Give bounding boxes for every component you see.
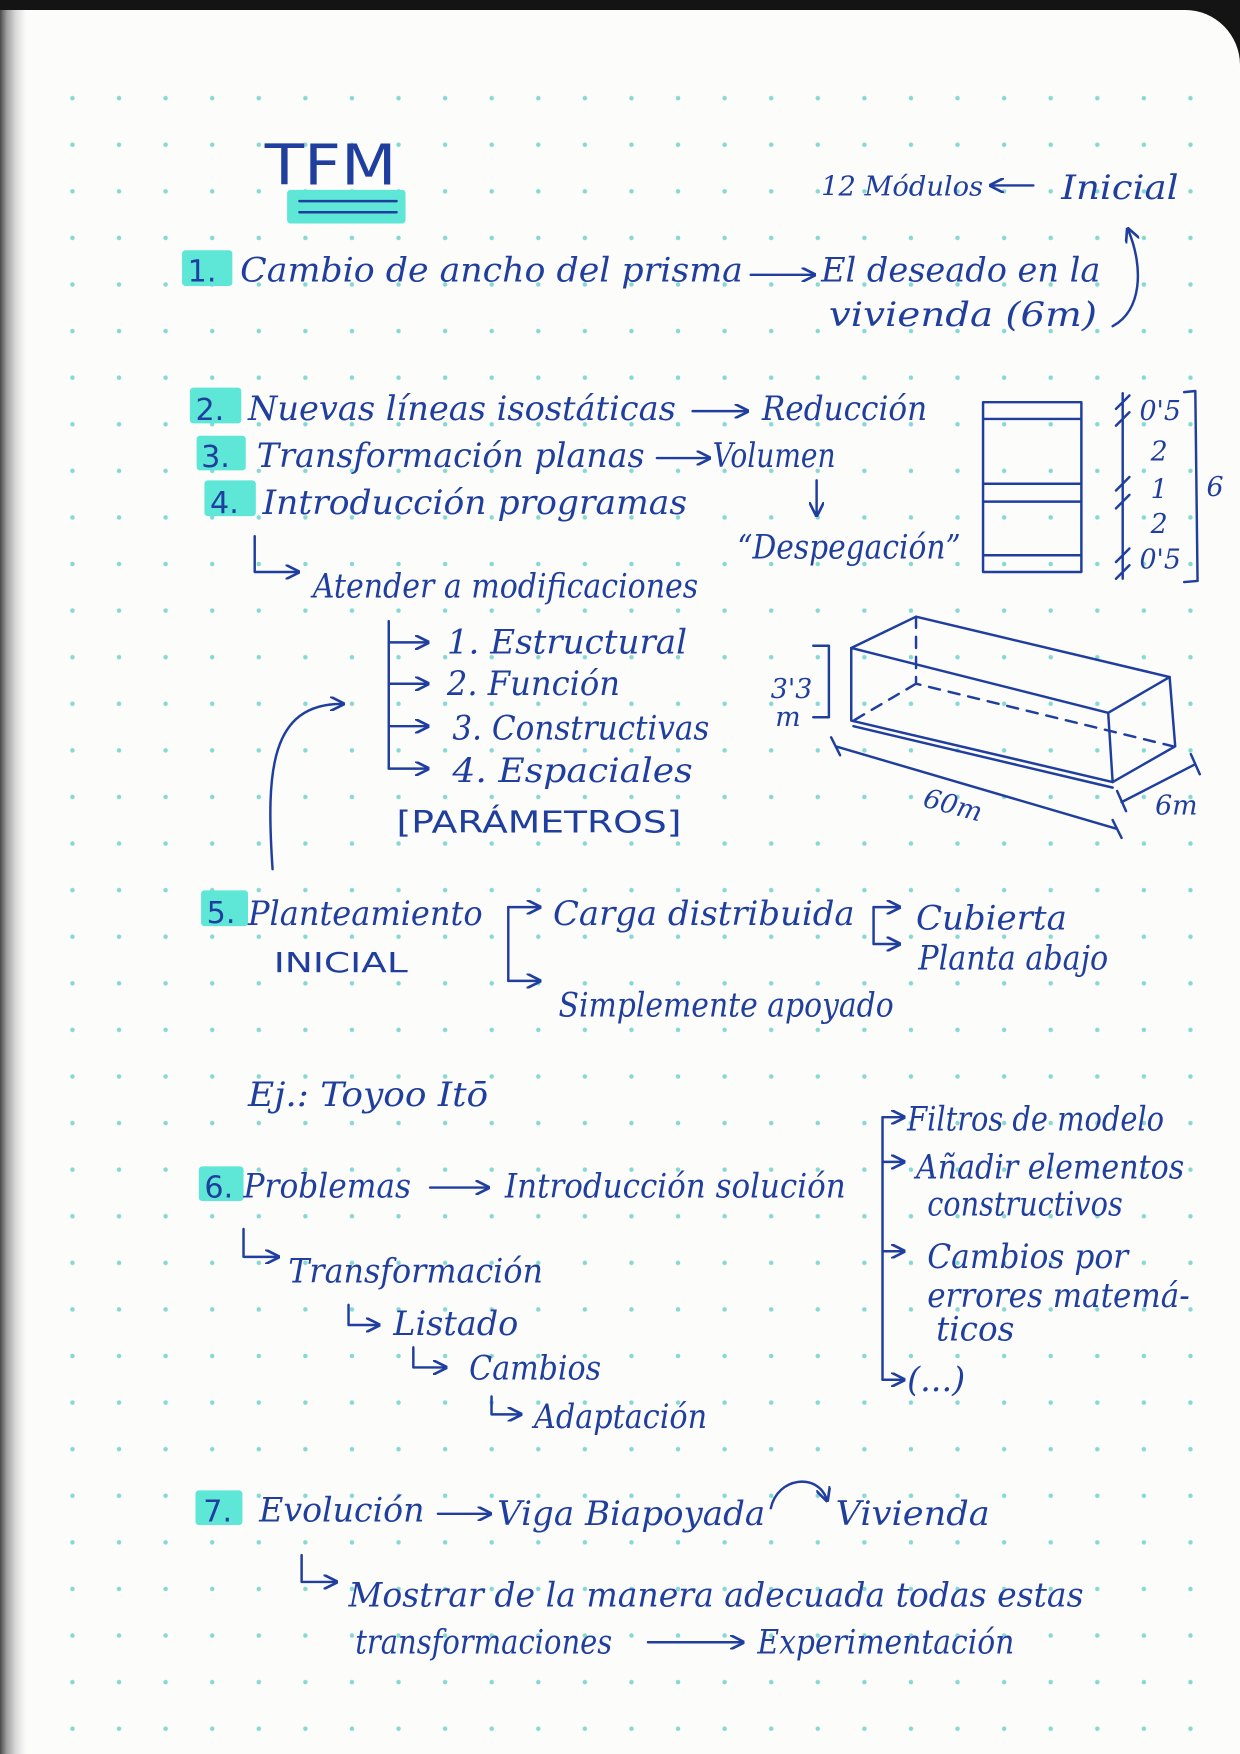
solution-item: Añadir elementos bbox=[913, 1147, 1185, 1187]
plan-dimension: 0'5 bbox=[1139, 396, 1181, 428]
solution-item: (...) bbox=[907, 1359, 966, 1399]
step-3 bbox=[197, 436, 836, 475]
solution-item-continued: errores matemá- bbox=[927, 1276, 1190, 1316]
solution-item-continued: ticos bbox=[936, 1309, 1015, 1349]
modification-item: 2. Función bbox=[445, 663, 620, 703]
box-height: 3'3 bbox=[770, 674, 813, 706]
step-text: Transformación planas bbox=[256, 435, 645, 475]
step-note: “Despegación” bbox=[737, 527, 961, 567]
solution-item-continued: constructivos bbox=[927, 1184, 1123, 1224]
plan-dimension: 0'5 bbox=[1139, 544, 1181, 576]
step-text: Planteamiento bbox=[247, 894, 483, 934]
page-title: TFM bbox=[263, 133, 397, 199]
step-result: Introducción solución bbox=[504, 1166, 846, 1206]
parameters-label: [PARÁMETROS] bbox=[396, 805, 625, 841]
box-length: 60m bbox=[920, 782, 986, 829]
sub-heading: Atender a modificaciones bbox=[310, 566, 699, 606]
step-number: 3. bbox=[201, 439, 230, 475]
plan-dimension: 2 bbox=[1150, 508, 1168, 540]
step-text: Nuevas líneas isostáticas bbox=[246, 389, 676, 429]
solution-item: Filtros de modelo bbox=[906, 1099, 1165, 1139]
step-number: 5. bbox=[206, 895, 236, 931]
outcome-text: Experimentación bbox=[756, 1622, 1015, 1662]
step-text-continued: INICIAL bbox=[273, 945, 409, 979]
branch-item: Simplemente apoyado bbox=[558, 985, 894, 1025]
plan-total: 6 bbox=[1206, 472, 1224, 504]
modification-item: 3. Constructivas bbox=[452, 708, 710, 748]
plan-dimension: 1 bbox=[1150, 474, 1168, 506]
modification-item: 1. Estructural bbox=[446, 622, 688, 662]
chain-item: Adaptación bbox=[531, 1396, 708, 1436]
step-text: Evolución bbox=[258, 1490, 425, 1530]
step-2 bbox=[190, 388, 927, 428]
box-height-unit: m bbox=[775, 702, 801, 734]
initial-label: Inicial bbox=[1060, 167, 1179, 207]
step-result: Reducción bbox=[760, 389, 928, 429]
chain-item: Transformación bbox=[288, 1251, 543, 1291]
step-text: Problemas bbox=[242, 1166, 412, 1206]
chain-item: Cambios bbox=[469, 1348, 602, 1388]
step-result: El deseado en la bbox=[820, 250, 1101, 290]
step-result: Volumen bbox=[712, 435, 836, 475]
step-number: 6. bbox=[204, 1170, 234, 1206]
load-target: Planta abajo bbox=[917, 938, 1109, 978]
branch-item: Carga distribuida bbox=[552, 894, 855, 934]
step-result: Viga Biapoyada bbox=[497, 1493, 766, 1533]
modules-label: 12 Módulos bbox=[821, 171, 984, 203]
step-number: 2. bbox=[195, 393, 225, 429]
modification-item: 4. Espaciales bbox=[451, 751, 693, 791]
box-width: 6m bbox=[1155, 790, 1198, 822]
step-result-continued: vivienda (6m) bbox=[828, 295, 1098, 335]
example-note: Ej.: Toyoo Itō bbox=[246, 1075, 489, 1115]
step-text: Cambio de ancho del prisma bbox=[240, 250, 743, 290]
step-then: Vivienda bbox=[835, 1493, 990, 1533]
goal-text-continued: transformaciones bbox=[355, 1622, 613, 1662]
solution-item: Cambios por bbox=[927, 1237, 1131, 1277]
step-number: 7. bbox=[203, 1494, 233, 1530]
plan-dimension: 2 bbox=[1150, 436, 1168, 468]
step-number: 4. bbox=[210, 485, 239, 521]
step-number: 1. bbox=[187, 254, 217, 290]
chain-item: Listado bbox=[392, 1304, 519, 1344]
step-text: Introducción programas bbox=[261, 482, 688, 522]
goal-text: Mostrar de la manera adecuada todas estas bbox=[347, 1575, 1084, 1615]
load-target: Cubierta bbox=[916, 898, 1067, 938]
